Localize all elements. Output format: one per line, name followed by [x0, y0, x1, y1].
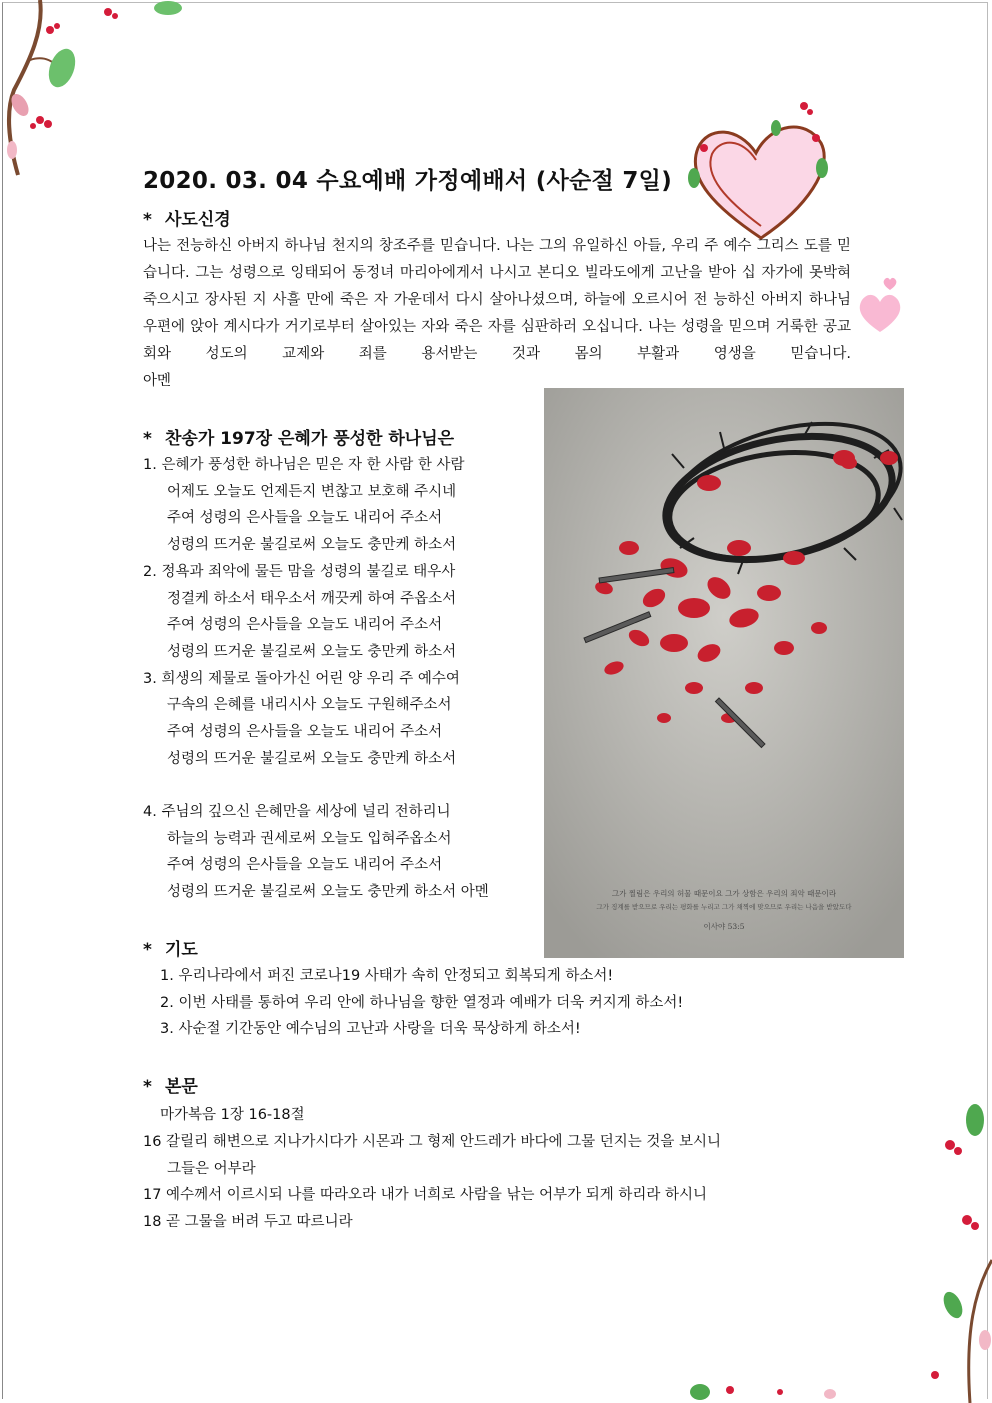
hymn-line: 주여 성령의 은사들을 오늘도 내리어 주소서 [167, 510, 443, 527]
heading-text: 찬송가 197장 은혜가 풍성한 하나님은 [165, 429, 455, 449]
hymn-verse-1 [143, 452, 464, 772]
hymn-line: 성령의 뜨거운 불길로써 오늘도 충만케 하소서 [167, 537, 457, 554]
section-heading-hymn [143, 424, 454, 449]
small-hearts-icon [850, 270, 910, 340]
hymn-line: 4. 주님의 깊으신 은혜만을 세상에 널리 전하리니 [143, 804, 451, 820]
floral-branch-bottom-right [895, 980, 992, 1403]
creed-line: 나는 성령을 믿으며 거룩한 공교회와 성도의 교제와 죄를 용서받는 것과 몸의 부활과 영생을 믿습니다. [143, 319, 852, 362]
hymn-verse-4 [143, 799, 489, 906]
hymn-line: 성령의 뜨거운 불길로써 오늘도 충만케 하소서 [167, 750, 457, 767]
page-title: 2020. 03. 04 수요예배 가정예배서 (사순절 7일) [143, 168, 673, 194]
poster-caption-line: 그가 징계를 받으므로 우리는 평화를 누리고 그가 채찍에 맞으므로 우리는 나음을 받았도다 [596, 903, 852, 911]
bullet-star: * [143, 210, 152, 230]
prayer-list [160, 963, 683, 1043]
creed-line: 도를 믿습니다. 그는 성령으로 잉태되어 동정녀 마리아에게서 나시고 본디오 빌라도에게 고난을 받아 십 [143, 238, 852, 281]
prayer-item: 2. 이번 사태를 통하여 우리 안에 하나님을 향한 열정과 예배가 더욱 커지게 하소서! [160, 994, 684, 1011]
creed-line: 아멘 [143, 373, 172, 389]
scripture-verses [143, 1129, 721, 1236]
hymn-line: 성령의 뜨거운 불길로써 오늘도 충만케 하소서 [167, 643, 457, 660]
crown-of-thorns-illustration [544, 388, 904, 958]
hymn-line: 1. 은혜가 풍성한 하나님은 믿은 자 한 사람 한 사람 [143, 457, 465, 473]
creed-line: 능하신 아버지 하나님 우편에 앉아 계시다가 거기로부터 살아있는 자와 죽은 자를 심판하러 오십니다. [143, 292, 852, 335]
bullet-star: * [143, 1077, 152, 1097]
creed-line: 자가에 못박혀 죽으시고 장사된 지 사흘 만에 죽은 자 가운데서 다시 살아나셨으며, 하늘에 오르시어 전 [143, 265, 851, 308]
scripture-reference: 마가복음 1장 16-18절 [160, 1107, 305, 1123]
section-heading-prayer [143, 935, 198, 960]
hymn-line: 주여 성령의 은사들을 오늘도 내리어 주소서 [167, 617, 443, 634]
hymn-line: 하늘의 능력과 권세로써 오늘도 입혀주옵소서 [167, 830, 452, 847]
scripture-verse-continuation: 그들은 어부라 [167, 1160, 256, 1177]
bullet-star: * [143, 940, 152, 960]
hymn-line: 어제도 오늘도 언제든지 변찮고 보호해 주시네 [167, 483, 457, 500]
heart-wreath-icon [676, 98, 846, 248]
lent-poster-image [544, 388, 904, 958]
hymn-line: 구속의 은혜를 내리시사 오늘도 구원해주소서 [167, 697, 452, 714]
poster-caption-line: 그가 찔림은 우리의 허물 때문이요 그가 상함은 우리의 죄악 때문이라 [611, 889, 837, 898]
creed-line: 나는 전능하신 아버지 하나님 천지의 창조주를 믿습니다. 나는 그의 유일하신 아들, 우리 주 예수 그리스 [143, 238, 799, 254]
scripture-verse: 18 곧 그물을 버려 두고 따르니라 [143, 1214, 353, 1231]
scripture-verse: 16 갈릴리 해변으로 지나가시다가 시몬과 그 형제 안드레가 바다에 그물 던지는 것을 보시니 [143, 1134, 722, 1150]
scripture-verse: 17 예수께서 이르시되 나를 따라오라 내가 너희로 사람을 낚는 어부가 되게 하리라 하시니 [143, 1187, 708, 1204]
creed-text [143, 233, 851, 395]
floral-branch-bottom-center [640, 1370, 860, 1403]
hymn-line: 정결케 하소서 태우소서 깨끗케 하여 주옵소서 [167, 590, 457, 607]
hymn-line: 3. 희생의 제물로 돌아가신 어린 양 우리 주 예수여 [143, 670, 460, 687]
hymn-line: 성령의 뜨거운 불길로써 오늘도 충만케 하소서 아멘 [167, 884, 489, 901]
heading-text: 본문 [165, 1077, 198, 1097]
hymn-line: 주여 성령의 은사들을 오늘도 내리어 주소서 [167, 857, 443, 874]
hymn-line: 2. 정욕과 죄악에 물든 맘을 성령의 불길로 태우사 [143, 563, 456, 580]
poster-caption-reference: 이사야 53:5 [703, 922, 745, 931]
prayer-item: 3. 사순절 기간동안 예수님의 고난과 사랑을 더욱 묵상하게 하소서! [160, 1021, 581, 1038]
floral-branch-top-center [88, 0, 198, 30]
heading-text: 기도 [165, 940, 198, 960]
hymn-line: 주여 성령의 은사들을 오늘도 내리어 주소서 [167, 724, 443, 741]
section-heading-creed [143, 205, 231, 230]
bullet-star: * [143, 429, 152, 449]
prayer-item: 1. 우리나라에서 퍼진 코로나19 사태가 속히 안정되고 회복되게 하소서! [160, 968, 614, 984]
heading-text: 사도신경 [165, 210, 231, 230]
section-heading-scripture [143, 1072, 198, 1097]
